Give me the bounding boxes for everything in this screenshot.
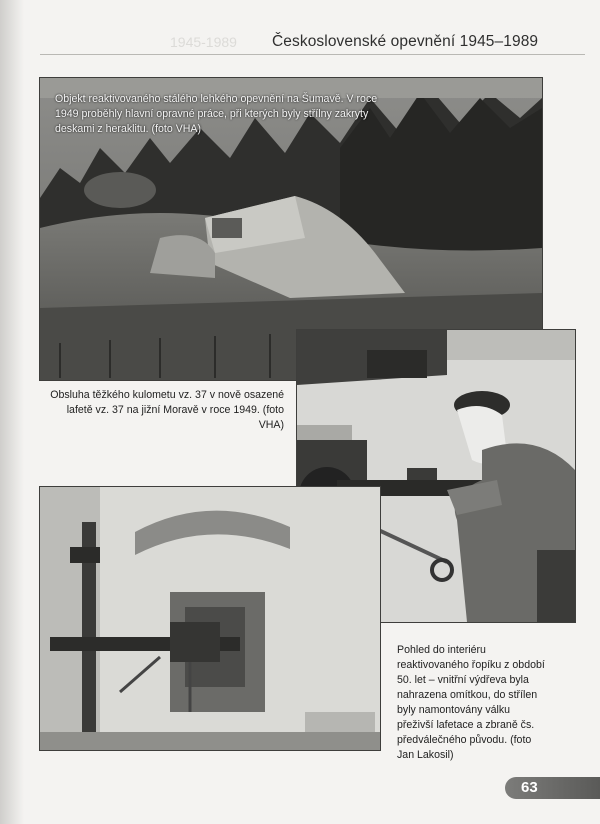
header-ghost-text: 1945-1989 bbox=[170, 34, 237, 50]
page-header-title: Československé opevnění 1945–1989 bbox=[272, 33, 539, 50]
page-number-tab bbox=[505, 777, 600, 799]
page-gutter-shadow bbox=[0, 0, 24, 824]
page-number: 63 bbox=[521, 779, 538, 796]
machine-gun-crew-caption: Obsluha těžkého kulometu vz. 37 v nově osazené lafetě vz. 37 na jižní Moravě v roce 1949. (foto VHA) bbox=[50, 389, 284, 431]
bunker-photo-caption: Objekt reaktivovaného stálého lehkého opevnění na Šumavě. V roce 1949 proběhly hlavní opravné práce, při kterých byly střílny zakryty deskami z heraklitu. (foto VHA) bbox=[55, 93, 378, 135]
interior-photo-caption: Pohled do interiéru reaktivovaného řopíku z období 50. let – vnitřní výdřeva byla nahrazena omítkou, do střílen byly namontovány válku přeživší lafetace a zbraně čs. předválečného původu. (foto Jan Lakosil) bbox=[397, 644, 545, 761]
bunker-interior-photo bbox=[40, 487, 380, 750]
header-rule bbox=[40, 54, 585, 55]
